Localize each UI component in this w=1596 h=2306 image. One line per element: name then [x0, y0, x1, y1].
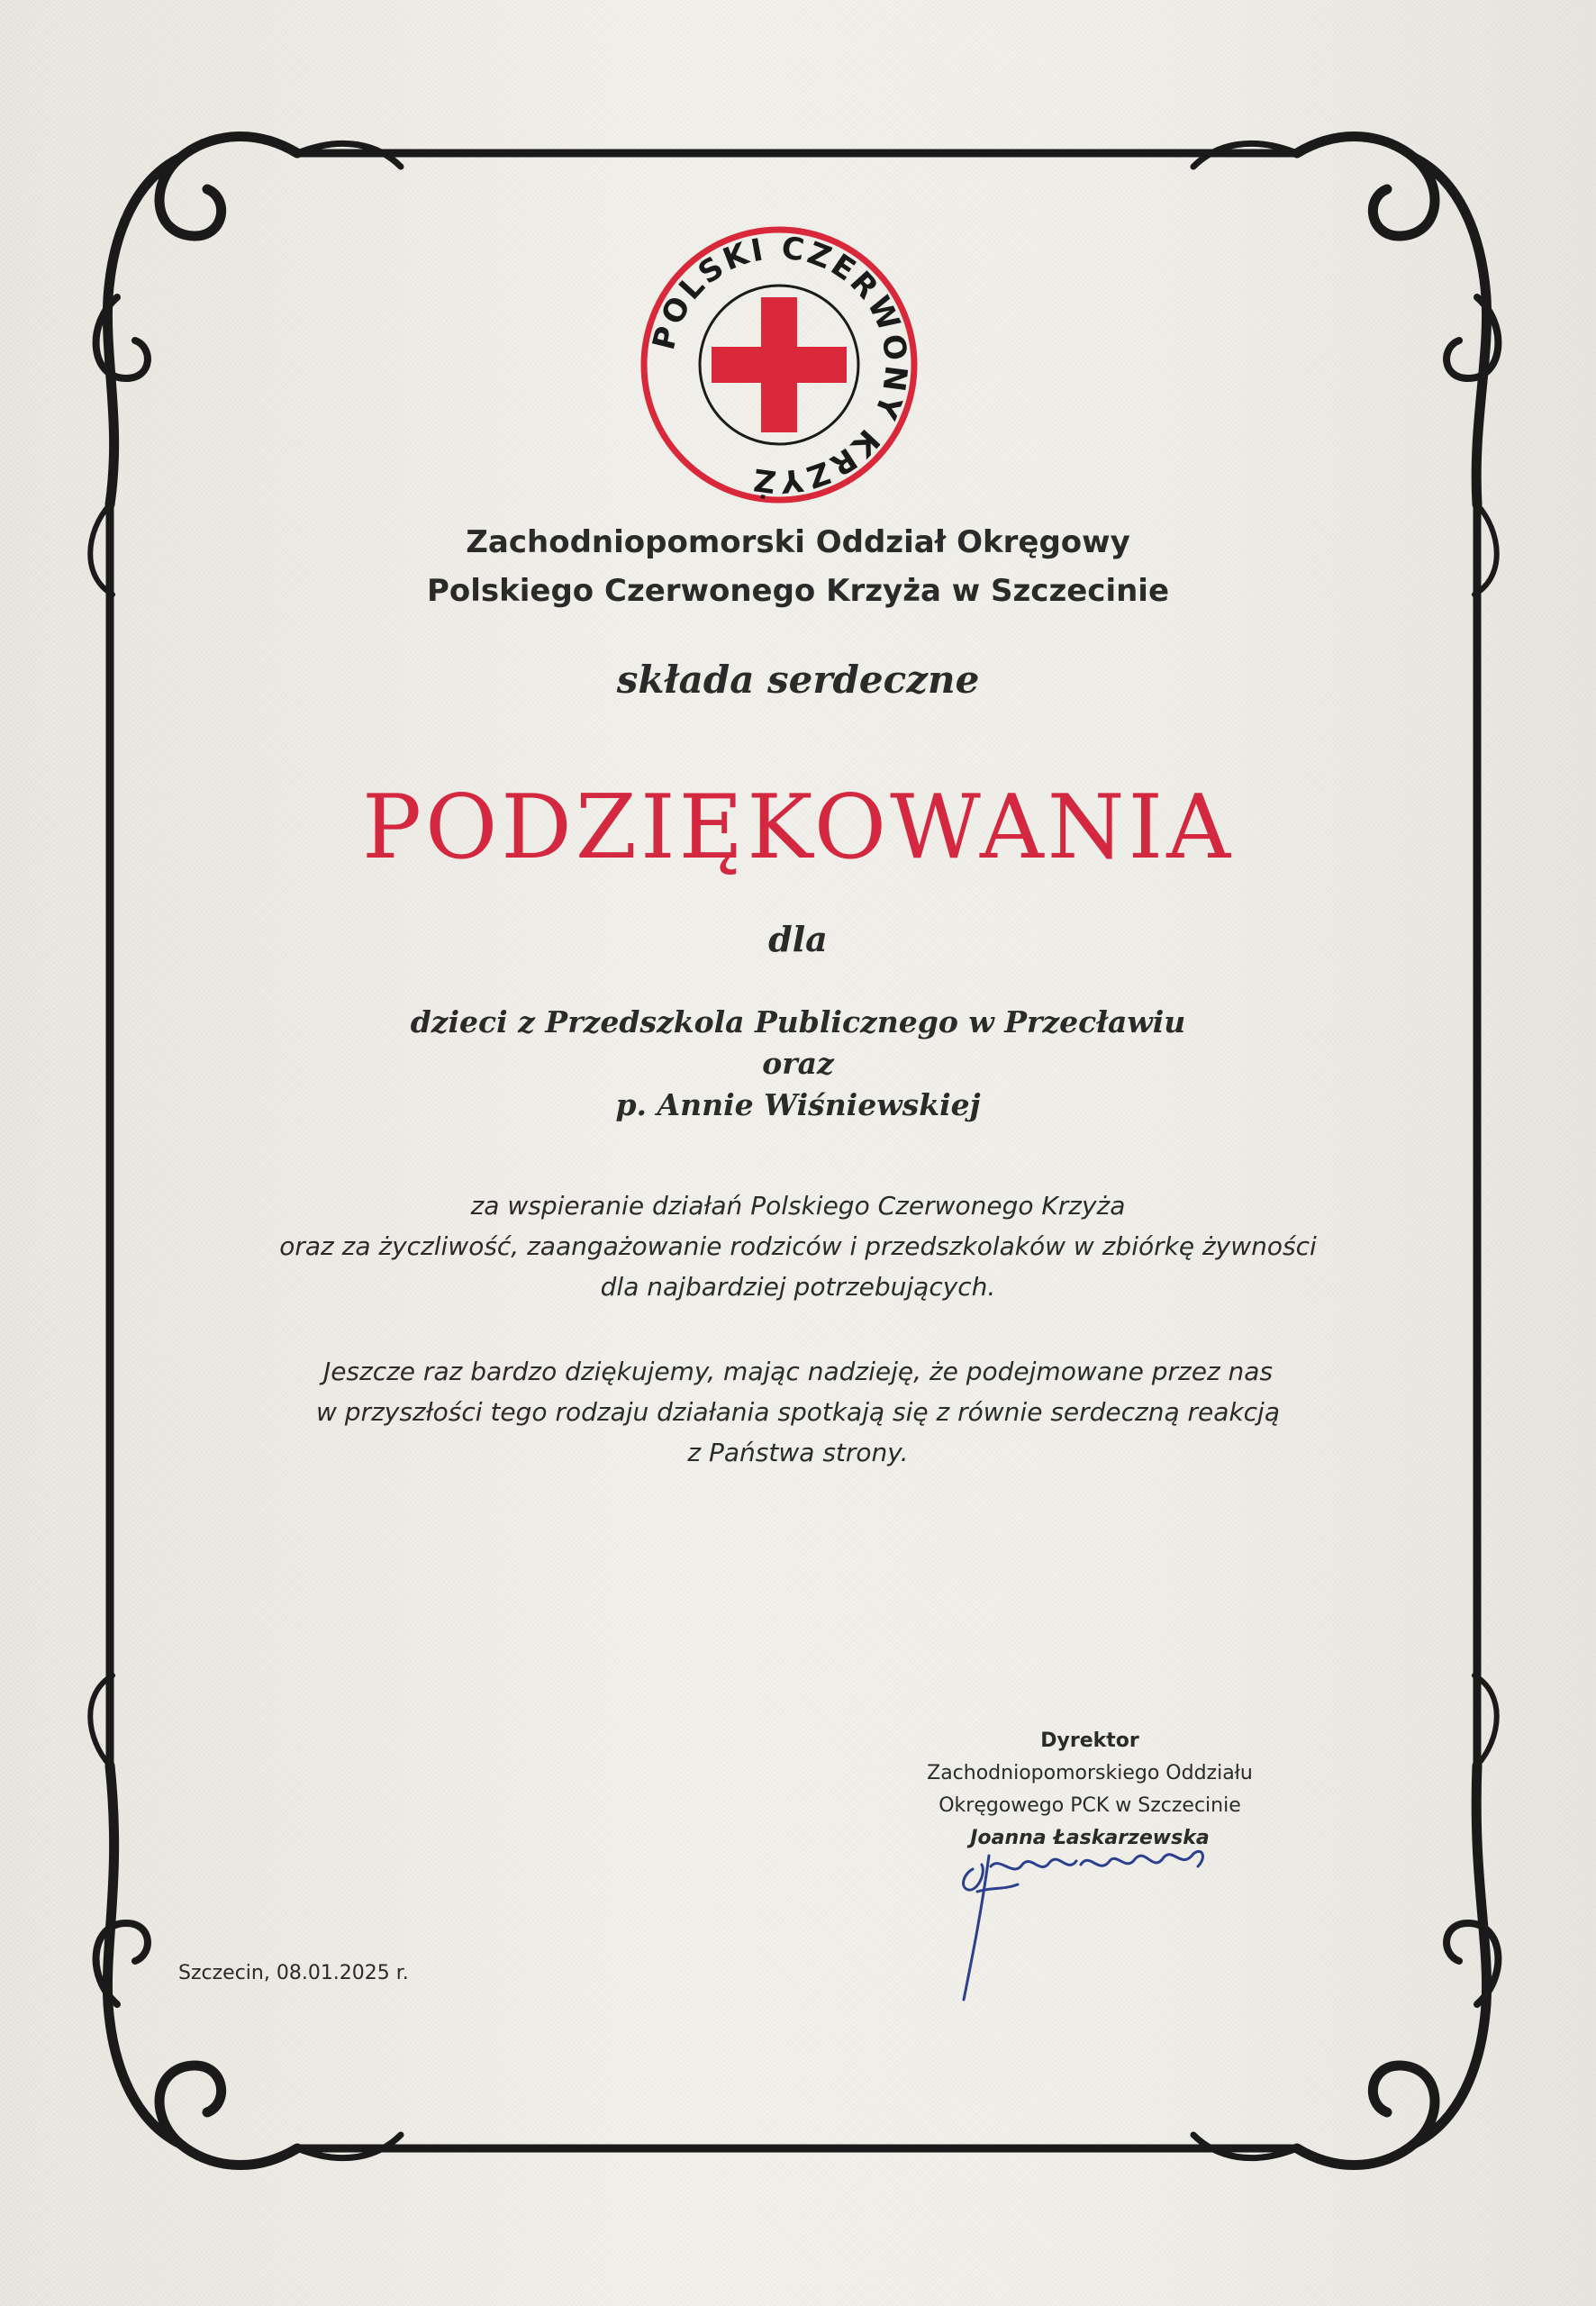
intro-text: składa serdeczne — [616, 658, 980, 702]
svg-text:POLSKI CZERWONY KRZYŻ: POLSKI CZERWONY KRZYŻ — [646, 230, 914, 500]
recipient-line-1: dzieci z Przedszkola Publicznego w Przecławiu — [410, 1004, 1186, 1040]
recipient-line-3: p. Annie Wiśniewskiej — [615, 1087, 981, 1122]
organization-line-1: Zachodniopomorski Oddział Okręgowy — [466, 524, 1130, 560]
handwritten-signature — [937, 1802, 1243, 2009]
recipient-line-2: oraz — [762, 1046, 834, 1081]
paragraph-2-line-3: z Państwa strony. — [687, 1438, 909, 1467]
paragraph-2 — [0, 1351, 1596, 1473]
ornament-bottom-right — [1297, 2065, 1435, 2165]
organization-line-2: Polskiego Czerwonego Krzyża w Szczecinie — [426, 573, 1170, 609]
signatory-unit-line-2: Okręgowego PCK w Szczecinie — [939, 1794, 1241, 1817]
paragraph-2-line-2: w przyszłości tego rodzaju działania spotkają się z równie serdeczną reakcją — [315, 1397, 1280, 1427]
paragraph-1-line-3: dla najbardziej potrzebujących. — [600, 1272, 996, 1302]
ornament-bottom-left — [159, 2065, 297, 2165]
paragraph-1-line-2: oraz za życzliwość, zaangażowanie rodziców i przedszkolaków w zbiórkę żywności — [279, 1231, 1317, 1261]
signatory-unit-line-1: Zachodniopomorskiego Oddziału — [927, 1762, 1253, 1784]
signatory-role: Dyrektor — [1040, 1730, 1139, 1752]
ornament-top-right — [1297, 136, 1435, 236]
paragraph-2-line-1: Jeszcze raz bardzo dziękujemy, mając nadzieję, że podejmowane przez nas — [322, 1357, 1274, 1386]
paragraph-1 — [0, 1185, 1596, 1307]
paragraph-1-line-1: za wspieranie działań Polskiego Czerwonego Krzyża — [470, 1191, 1126, 1221]
for-word: dla — [768, 919, 828, 959]
certificate-title: PODZIĘKOWANIA — [362, 776, 1234, 879]
polish-red-cross-logo — [630, 216, 928, 513]
signatory-name: Joanna Łaskarzewska — [970, 1827, 1210, 1849]
recipients — [0, 1002, 1596, 1126]
organization-name — [0, 518, 1596, 615]
issue-date: Szczecin, 08.01.2025 r. — [178, 1962, 409, 1984]
red-cross-icon — [712, 297, 847, 432]
ornament-top-left — [159, 136, 297, 236]
